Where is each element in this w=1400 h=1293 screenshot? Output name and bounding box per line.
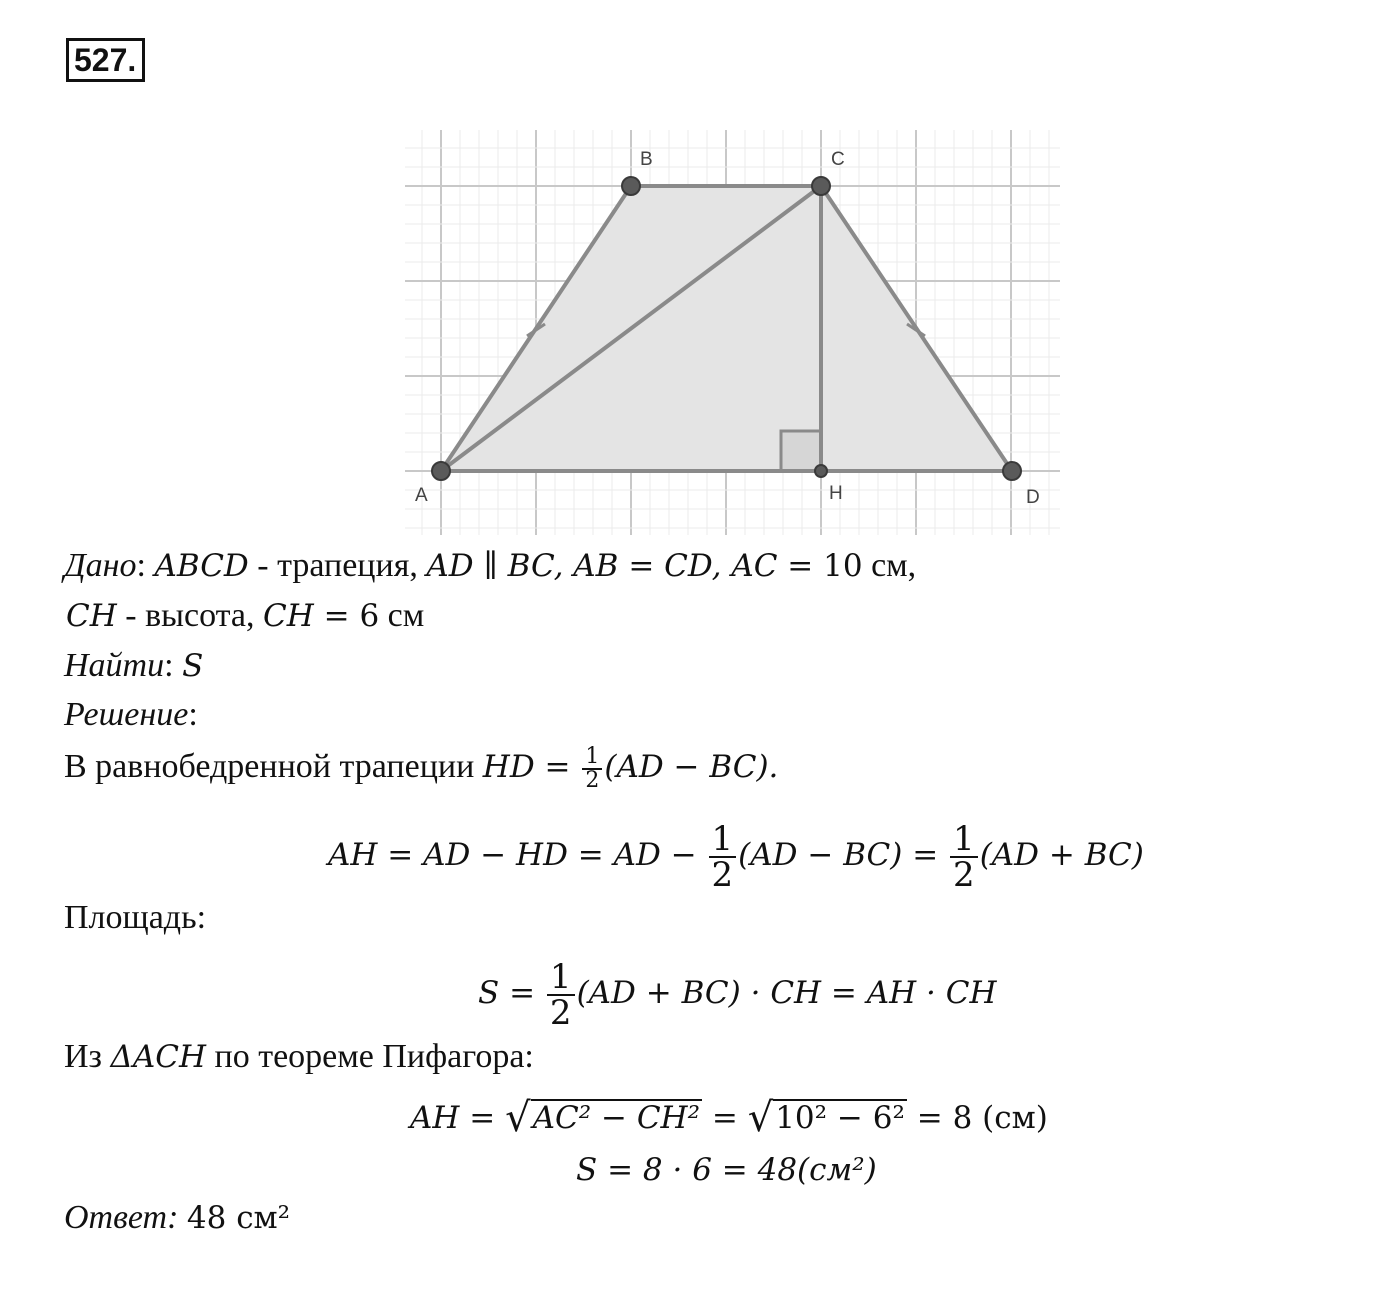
label-b: B	[640, 149, 653, 170]
math-abcd: ABCD	[154, 548, 249, 584]
eq1-part3: (AD + BC)	[979, 837, 1144, 873]
answer-label: Ответ:	[64, 1199, 179, 1236]
eq3-radicand-1: AC² − CH²	[532, 1100, 701, 1136]
label-d: D	[1026, 487, 1040, 508]
point-d	[1003, 462, 1021, 480]
solution-label-text: Решение	[64, 696, 189, 733]
right-angle-mark	[781, 431, 821, 471]
given-line-1: Дано: ABCD - трапеция, AD ∥ BC, AB = CD, AC = 10 см,	[64, 547, 917, 584]
math-ch: CH	[66, 598, 117, 634]
math-ch-eq: CH =	[263, 598, 360, 634]
fraction-half: $\frac{1}{2}$	[582, 746, 602, 792]
eq1-part1: AH = AD − HD = AD −	[328, 837, 707, 873]
fraction-half-1: $\frac{1}{2}$	[709, 822, 737, 892]
eq2-part2: (AD + BC) · CH = AH · CH	[576, 975, 997, 1011]
find-value: S	[182, 648, 204, 684]
pythagoras-line	[64, 1037, 534, 1077]
answer-value: 48 см²	[186, 1200, 291, 1236]
math-conditions: AD ∥ BC, AB = CD, AC =	[426, 548, 824, 584]
pyth-text2: по теореме Пифагора:	[206, 1038, 534, 1075]
unit-cm-2: см	[379, 597, 425, 634]
point-b	[622, 177, 640, 195]
label-c: C	[831, 149, 845, 170]
sqrt-icon: √	[505, 1095, 531, 1141]
problem-number: 527.	[66, 38, 145, 82]
trapezoid-figure	[400, 125, 1065, 540]
equation-ah-value	[410, 1090, 1048, 1152]
area-label: Площадь:	[64, 899, 207, 936]
fraction-half-2: $\frac{1}{2}$	[950, 822, 978, 892]
point-h	[815, 465, 827, 477]
given-line-2	[66, 596, 424, 636]
step1-lhs: HD =	[482, 748, 581, 785]
eq2-part1: S =	[478, 975, 545, 1011]
pyth-math: ΔACH	[110, 1039, 207, 1075]
eq3-lhs: AH =	[410, 1100, 506, 1136]
trapezoid-fill	[441, 186, 1012, 471]
sqrt-icon-2: √	[747, 1095, 774, 1141]
step1-text: В равнобедренной трапеции	[64, 747, 483, 785]
label-h: H	[829, 483, 843, 504]
label-a: A	[415, 485, 428, 506]
equation-ah	[328, 810, 1144, 900]
math-ac-value: 10	[823, 548, 863, 584]
given-text-2: - высота,	[116, 597, 263, 634]
answer-line	[64, 1198, 290, 1238]
eq3-rhs: = 8 (см)	[906, 1100, 1048, 1136]
math-ch-value: 6	[359, 598, 380, 634]
given-text: - трапеция,	[248, 547, 427, 584]
given-label: Дано	[64, 547, 137, 584]
equation-area	[478, 948, 997, 1038]
step1-rhs: (AD − BC).	[604, 748, 779, 785]
step1-line	[64, 746, 778, 792]
point-c	[812, 177, 830, 195]
eq3-mid: =	[702, 1100, 748, 1136]
pyth-text1: Из	[64, 1038, 111, 1075]
find-line: Найти: S	[64, 647, 204, 684]
point-a	[432, 462, 450, 480]
find-label: Найти	[64, 647, 165, 684]
unit-cm: см,	[862, 547, 917, 584]
eq3-radicand-2: 10² − 6²	[775, 1100, 905, 1136]
eq1-part2: (AD − BC) =	[738, 837, 949, 873]
fraction-half-3: $\frac{1}{2}$	[547, 960, 575, 1030]
solution-label: Решение:	[64, 696, 198, 733]
equation-s-value: S = 8 · 6 = 48(см²)	[576, 1152, 877, 1188]
